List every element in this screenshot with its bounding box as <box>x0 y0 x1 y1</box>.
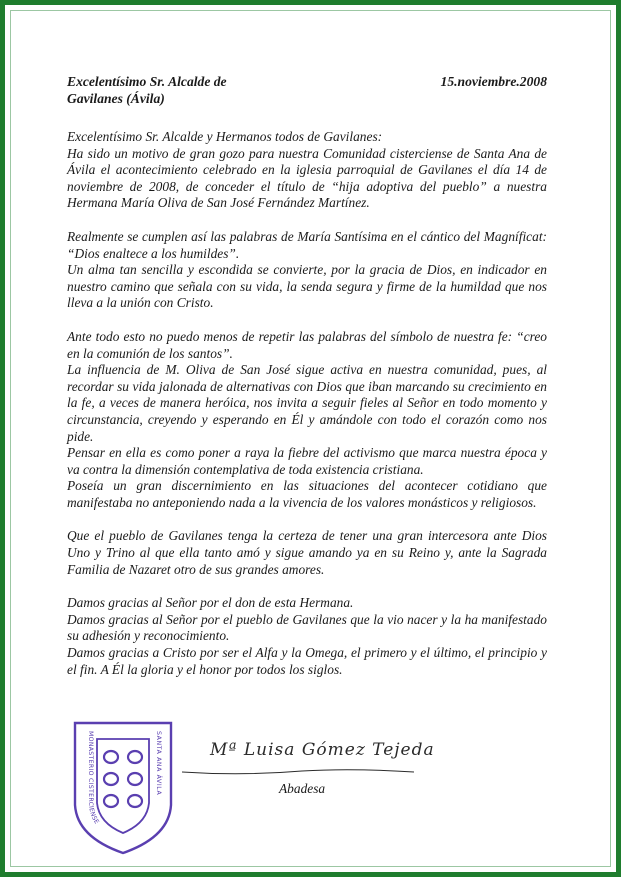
paragraph-text: Damos gracias al Señor por el pueblo de Gavilanes que la vio nacer y la ha manifestado su adhesión y reconocimiento. <box>67 611 547 644</box>
paragraph <box>67 129 547 212</box>
paragraph-text: Un alma tan sencilla y escondida se convierte, por la gracia de Dios, en indicador en nuestro camino que señala con su vida, la senda segura y firme de la humildad que nos lleva a la unión con Cristo. <box>67 262 547 311</box>
letter-header <box>67 73 547 107</box>
svg-text:SANTA ANA ÁVILA <box>155 731 164 795</box>
paragraph-text: Ha sido un motivo de gran gozo para nuestra Comunidad cisterciense de Santa Ana de Ávila el acontecimiento celebrado en la iglesia parroquial de Gavilanes el día 14 de noviembre de 2008, de conceder el título de “hija adoptiva del pueblo” a nuestra Hermana María Oliva de San José Fernández Martínez. <box>67 145 547 211</box>
signatory-title: Abadesa <box>279 781 326 796</box>
seal-roundels <box>104 751 142 807</box>
seal-text-left: MONASTERIO CISTERCIENSE <box>87 731 101 826</box>
paragraph-text: Pensar en ella es como poner a raya la fiebre del activismo que marca nuestra época y va contra la dimensión contemplativa de toda existencia cristiana. <box>67 445 547 477</box>
paragraph-text: Poseía un gran discernimiento en las situaciones del acontecer cotidiano que manifestaba no anteponiendo nada a la vivencia de los valores monásticos y religiosos. <box>67 478 547 510</box>
paragraph-text: Damos gracias al Señor por el don de esta Hermana. <box>67 595 354 611</box>
paragraph-text: Realmente se cumplen así las palabras de María Santísima en el cántico del Magníficat: “Dios enaltece a los humildes”. <box>67 228 547 261</box>
paragraph <box>67 329 547 512</box>
paragraph-text: La influencia de M. Oliva de San José sigue activa en nuestra comunidad, pues, al recordar su vida jalonada de alternativas con Dios que iban marcando su crecimiento en la fe, a veces de manera heróica, nos invita a seguir fieles al Señor en todo momento y circunstancia, creyendo y esperando en Él y amándole con todo el corazón como nos pide. <box>67 362 547 444</box>
paragraph-text: Que el pueblo de Gavilanes tenga la certeza de tener una gran intercesora ante Dios Uno y Trino al que ella tanto amó y sigue amando ya en su Reino y, ante la Sagrada Familia de Nazaret otro de sus grandes amores. <box>67 528 547 577</box>
seal-text-right: SANTA ANA ÁVILA <box>155 731 162 796</box>
letter-body <box>67 73 547 695</box>
monastery-seal <box>69 717 177 855</box>
paragraph <box>67 528 547 578</box>
recipient-line: Gavilanes (Ávila) <box>67 91 165 106</box>
letter-date: 15.noviembre.2008 <box>440 74 547 89</box>
paragraph-text: Ante todo esto no puedo menos de repetir las palabras del símbolo de nuestra fe: “creo en la comunión de los santos”. <box>67 328 547 361</box>
recipient-line: Excelentísimo Sr. Alcalde de <box>67 74 227 89</box>
paragraph <box>67 595 547 678</box>
signature-name: Mª Luisa Gómez Tejeda <box>210 740 435 760</box>
greeting: Excelentísimo Sr. Alcalde y Hermanos todos de Gavilanes: <box>67 129 383 144</box>
signature <box>210 740 450 790</box>
paragraph-text: Damos gracias a Cristo por ser el Alfa y la Omega, el primero y el último, el principio y el fin. A Él la gloria y el honor por todos los siglos. <box>67 645 547 677</box>
paragraph <box>67 229 547 312</box>
